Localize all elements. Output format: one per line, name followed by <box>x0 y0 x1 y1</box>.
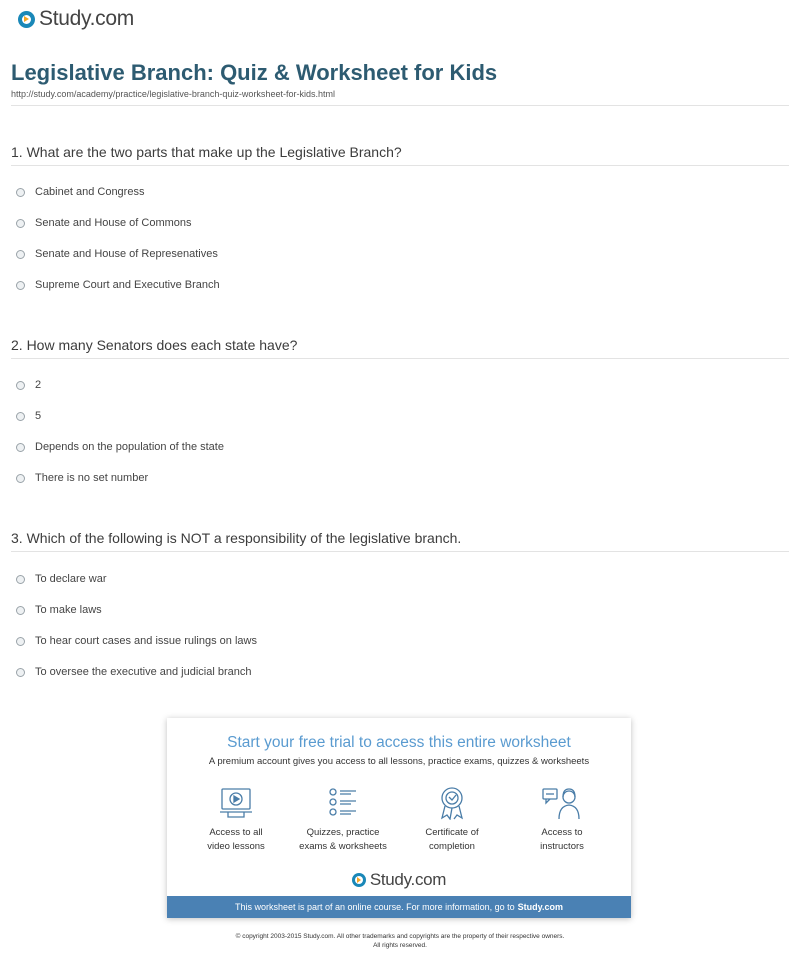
feature-label: Access to instructors <box>540 827 584 852</box>
copyright-line: © copyright 2003-2015 Study.com. All other trademarks and copyrights are the property of their respective owners. <box>235 933 565 940</box>
question-2: 2. How many Senators does each state have? <box>11 337 298 353</box>
q2-option-b[interactable] <box>16 410 41 422</box>
q3-option-d[interactable] <box>16 666 251 678</box>
promo-logo[interactable] <box>167 870 631 890</box>
q2-option-c[interactable] <box>16 441 224 453</box>
radio-button[interactable] <box>16 606 25 615</box>
logo-text: Study.com <box>369 870 447 889</box>
rights-line: All rights reserved. <box>373 942 427 949</box>
radio-button[interactable] <box>16 575 25 584</box>
question-3-divider <box>11 551 789 552</box>
q2-option-a[interactable] <box>16 379 41 391</box>
radio-button[interactable] <box>16 668 25 677</box>
feature-certificate <box>396 786 508 854</box>
certificate-icon <box>434 786 470 820</box>
radio-button[interactable] <box>16 219 25 228</box>
feature-video-lessons <box>180 786 292 854</box>
page-title: Legislative Branch: Quiz & Worksheet for Kids <box>11 60 498 85</box>
question-1: 1. What are the two parts that make up the Legislative Branch? <box>11 144 402 160</box>
study-logo-icon <box>18 11 35 28</box>
promo-title[interactable]: Start your free trial to access this entire worksheet <box>227 734 571 751</box>
option-label: Senate and House of Represenatives <box>35 248 218 260</box>
option-label: To make laws <box>35 604 102 616</box>
study-link[interactable]: Study.com <box>517 902 563 912</box>
question-2-divider <box>11 358 789 359</box>
feature-label: Access to all video lessons <box>207 827 265 852</box>
question-3: 3. Which of the following is NOT a responsibility of the legislative branch. <box>11 530 462 546</box>
radio-button[interactable] <box>16 443 25 452</box>
q1-option-a[interactable] <box>16 186 144 198</box>
radio-button[interactable] <box>16 474 25 483</box>
option-label: Depends on the population of the state <box>35 441 224 453</box>
free-trial-promo <box>167 718 631 918</box>
quiz-list-icon <box>325 786 361 820</box>
radio-button[interactable] <box>16 281 25 290</box>
option-label: To oversee the executive and judicial branch <box>35 666 252 678</box>
page-url: http://study.com/academy/practice/legislative-branch-quiz-worksheet-for-kids.html <box>11 89 335 99</box>
option-label: Cabinet and Congress <box>35 186 145 198</box>
q3-option-b[interactable] <box>16 604 102 616</box>
instructor-chat-icon <box>542 786 582 820</box>
promo-subtitle: A premium account gives you access to all lessons, practice exams, quizzes & worksheets <box>208 756 590 767</box>
q1-option-b[interactable] <box>16 217 192 229</box>
option-label: 2 <box>35 379 42 391</box>
radio-button[interactable] <box>16 188 25 197</box>
feature-quizzes <box>287 786 399 854</box>
promo-info-bar <box>167 896 631 918</box>
radio-button[interactable] <box>16 250 25 259</box>
study-logo-icon <box>352 873 366 887</box>
q1-option-d[interactable] <box>16 279 220 291</box>
header-logo[interactable] <box>18 7 134 31</box>
radio-button[interactable] <box>16 381 25 390</box>
option-label: There is no set number <box>35 472 149 484</box>
radio-button[interactable] <box>16 637 25 646</box>
title-divider <box>11 105 789 106</box>
copyright-footer <box>0 932 800 950</box>
option-label: To declare war <box>35 573 107 585</box>
q3-option-c[interactable] <box>16 635 257 647</box>
question-1-divider <box>11 165 789 166</box>
feature-label: Quizzes, practice exams & worksheets <box>299 827 387 852</box>
option-label: Supreme Court and Executive Branch <box>35 279 220 291</box>
feature-label: Certificate of completion <box>425 827 479 852</box>
q3-option-a[interactable] <box>16 573 107 585</box>
option-label: To hear court cases and issue rulings on laws <box>35 635 257 647</box>
option-label: Senate and House of Commons <box>35 217 192 229</box>
feature-instructors <box>506 786 618 854</box>
logo-text: Study.com <box>39 7 134 30</box>
q1-option-c[interactable] <box>16 248 218 260</box>
video-lessons-icon <box>218 786 254 820</box>
q2-option-d[interactable] <box>16 472 148 484</box>
radio-button[interactable] <box>16 412 25 421</box>
option-label: 5 <box>35 410 42 422</box>
promo-bar-text: This worksheet is part of an online course. For more information, go to <box>235 902 515 912</box>
